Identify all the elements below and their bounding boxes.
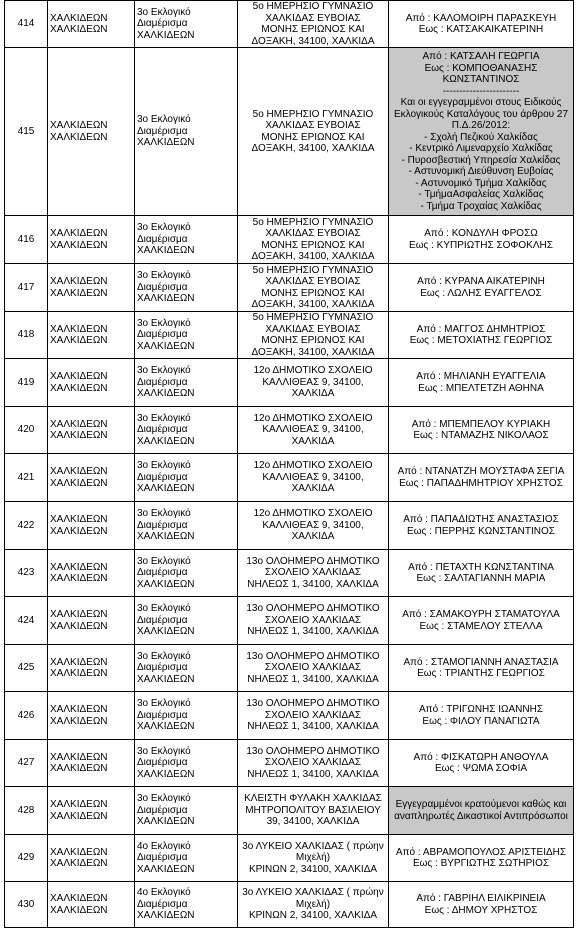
voter-range-cell	[389, 312, 574, 359]
district-cell	[135, 502, 238, 550]
municipality-cell-line: ΧΑΛΚΙΔΕΩΝ	[50, 609, 108, 620]
district-cell-line: ΧΑΛΚΙΔΕΩΝ	[137, 626, 195, 638]
municipality-cell	[48, 645, 135, 692]
table-row	[5, 550, 574, 597]
polling-location-cell-line: 13ο ΟΛΟΗΜΕΡΟ ΔΗΜΟΤΙΚΟ	[246, 603, 380, 615]
table-row	[5, 645, 574, 692]
district-cell-line: 3ο Εκλογικό	[137, 114, 191, 126]
district-cell-line: Διαμέρισμα	[137, 18, 188, 30]
polling-location-cell-line: ΚΑΛΛΙΘΕΑΣ 9, 34100,	[262, 519, 364, 531]
district-cell	[135, 264, 238, 312]
polling-location-cell-line: ΜΟΝΗΣ ΕΡΙΩΝΟΣ ΚΑΙ	[261, 239, 365, 251]
municipality-cell-line: ΧΑΛΚΙΔΕΩΝ	[50, 904, 108, 916]
voter-range-cell-line: Εως : ΤΡΙΑΝΤΗΣ ΓΕΩΡΓΙΟΣ	[417, 668, 545, 679]
polling-location-cell-line: 12ο ΔΗΜΟΤΙΚΟ ΣΧΟΛΕΙΟ	[253, 365, 373, 377]
voter-range-cell	[389, 597, 574, 645]
district-cell-line: 3ο Εκλογικό	[137, 555, 191, 567]
voter-range-cell-line: Εως : ΛΩΛΗΣ ΕΥΑΓΓΕΛΟΣ	[420, 287, 542, 299]
municipality-cell-line: ΧΑΛΚΙΔΕΩΝ	[50, 382, 108, 394]
polling-location-cell-line: ΚΑΛΛΙΘΕΑΣ 9, 34100,	[262, 471, 364, 483]
voter-range-cell	[389, 692, 574, 740]
voter-range-cell-line: Από : ΣΑΜΑΚΟΥΡΗ ΣΤΑΜΑΤΟΥΛΑ	[402, 609, 560, 620]
station-number: 420	[5, 407, 48, 454]
municipality-cell	[48, 882, 135, 928]
polling-location-cell-line: 5ο ΗΜΕΡΗΣΙΟ ΓΥΜΝΑΣΙΟ	[252, 312, 374, 323]
district-cell-line: Διαμέρισμα	[137, 471, 188, 483]
polling-location-cell-line: ΣΧΟΛΕΙΟ ΧΑΛΚΙΔΑΣ	[264, 662, 362, 674]
table-row	[5, 740, 574, 787]
voter-range-cell-line: Εως : ΨΩΜΑ ΣΟΦΙΑ	[434, 763, 528, 774]
polling-location-cell-line: 3ο ΛΥΚΕΙΟ ΧΑΛΚΙΔΑΣ ( πρώην	[242, 840, 384, 852]
voter-range-cell-line: Από : ΚΑΛΟΜΟΙΡΗ ΠΑΡΑΣΚΕΥΗ	[405, 12, 557, 24]
table-row	[5, 407, 574, 454]
polling-location-cell-line: 13ο ΟΛΟΗΜΕΡΟ ΔΗΜΟΤΙΚΟ	[246, 698, 380, 710]
district-cell-line: 3ο Εκλογικό	[137, 508, 191, 520]
station-number: 430	[5, 882, 48, 928]
polling-location-cell-line: ΧΑΛΚΙΔΑ	[291, 435, 335, 447]
district-cell-line: ΧΑΛΚΙΔΕΩΝ	[137, 768, 195, 780]
polling-location-cell-line: ΜΟΝΗΣ ΕΡΙΩΝΟΣ ΚΑΙ	[261, 287, 365, 299]
voter-range-cell	[389, 550, 574, 597]
municipality-cell	[48, 597, 135, 645]
voter-range-cell-line: Εκλογικούς Καταλόγους του άρθρου 27	[393, 108, 569, 120]
district-cell-line: Διαμέρισμα	[137, 424, 188, 436]
polling-location-cell-line: ΚΑΛΛΙΘΕΑΣ 9, 34100,	[262, 376, 364, 388]
voter-range-cell-line: Από : ΠΕΤΑΧΤΗ ΚΩΝΣΤΑΝΤΙΝΑ	[408, 561, 554, 573]
municipality-cell	[48, 692, 135, 740]
district-cell-line: ΧΑΛΚΙΔΕΩΝ	[137, 483, 195, 495]
polling-location-cell-line: 5ο ΗΜΕΡΗΣΙΟ ΓΥΜΝΑΣΙΟ	[252, 216, 374, 228]
voter-range-cell	[389, 454, 574, 502]
municipality-cell-line: ΧΑΛΚΙΔΕΩΝ	[50, 287, 108, 299]
voter-range-cell-line: Από : ΑΒΡΑΜΟΠΟΥΛΟΣ ΑΡΙΣΤΕΙΔΗΣ	[395, 846, 567, 858]
municipality-cell-line: ΧΑΛΚΙΔΕΩΝ	[50, 120, 108, 131]
table-row	[5, 882, 574, 928]
voter-range-cell-line: -----------------------	[442, 85, 520, 97]
polling-location-cell-line: ΜΗΤΡΟΠΟΛΙΤΟΥ ΒΑΣΙΛΕΙΟΥ	[245, 804, 381, 816]
voter-range-cell-line: Εως : ΜΠΕΛΤΕΤΖΗ ΑΘΗΝΑ	[418, 382, 544, 394]
polling-location-cell-line: 12ο ΔΗΜΟΤΙΚΟ ΣΧΟΛΕΙΟ	[253, 508, 373, 520]
municipality-cell-line: ΧΑΛΚΙΔΕΩΝ	[50, 715, 108, 727]
voter-range-cell-line: - ΤμήμαΑσφαλείας Χαλκίδας	[418, 189, 544, 200]
voter-range-cell-line: Από : ΦΙΣΚΑΤΩΡΗ ΑΝΘΟΥΛΑ	[413, 751, 549, 763]
district-cell-line: 3ο Εκλογικό	[137, 698, 191, 710]
table-row	[5, 48, 574, 216]
station-number: 428	[5, 787, 48, 835]
district-cell	[135, 645, 238, 692]
voter-range-cell-line: Από : ΤΡΙΓΩΝΗΣ ΙΩΑΝΝΗΣ	[419, 704, 543, 715]
station-number: 422	[5, 502, 48, 550]
voter-range-cell-line: Εως : ΣΑΛΤΑΓΙΑΝΝΗ ΜΑΡΙΑ	[416, 573, 546, 584]
polling-location-cell	[238, 740, 389, 787]
district-cell-line: ΧΑΛΚΙΔΕΩΝ	[137, 293, 195, 305]
municipality-cell-line: ΧΑΛΚΙΔΕΩΝ	[50, 704, 108, 715]
district-cell-line: ΧΑΛΚΙΔΕΩΝ	[137, 531, 195, 543]
polling-location-cell-line: ΧΑΛΚΙΔΑ	[291, 531, 335, 543]
district-cell-line: ΧΑΛΚΙΔΕΩΝ	[137, 578, 195, 590]
voter-range-cell	[389, 882, 574, 928]
municipality-cell	[48, 454, 135, 502]
voter-range-cell	[389, 740, 574, 787]
polling-location-cell-line: 3ο ΛΥΚΕΙΟ ΧΑΛΚΙΔΑΣ ( πρώην	[242, 887, 384, 899]
municipality-cell	[48, 216, 135, 264]
voter-range-cell-line: Από : ΝΤΑΝΑΤΖΗ ΜΟΥΣΤΑΦΑ ΣΕΓΙΑ	[397, 466, 565, 477]
municipality-cell-line: ΧΑΛΚΙΔΕΩΝ	[50, 751, 108, 763]
station-number: 415	[5, 48, 48, 216]
district-cell-line: 3ο Εκλογικό	[137, 222, 191, 234]
district-cell-line: Διαμέρισμα	[137, 125, 188, 137]
polling-location-cell-line: 5ο ΗΜΕΡΗΣΙΟ ΓΥΜΝΑΣΙΟ	[252, 108, 374, 120]
station-number: 424	[5, 597, 48, 645]
voter-range-cell	[389, 407, 574, 454]
table-row	[5, 264, 574, 312]
district-cell-line: 3ο Εκλογικό	[137, 365, 191, 377]
polling-location-cell-line: ΝΗΛΕΩΣ 1, 34100, ΧΑΛΚΙΔΑ	[247, 626, 379, 638]
station-number: 425	[5, 645, 48, 692]
polling-location-cell-line: ΝΗΛΕΩΣ 1, 34100, ΧΑΛΚΙΔΑ	[247, 768, 379, 780]
voter-range-cell	[389, 48, 574, 216]
station-number: 419	[5, 359, 48, 407]
municipality-cell-line: ΧΑΛΚΙΔΕΩΝ	[50, 656, 108, 668]
district-cell-line: Διαμέρισμα	[137, 329, 188, 341]
voter-range-cell-line: Από : ΚΟΝΔΥΛΗ ΦΡΟΣΩ	[424, 228, 538, 239]
voter-range-cell-line: Από : ΜΠΕΜΠΕΛΟΥ ΚΥΡΙΑΚΗ	[411, 418, 551, 430]
polling-location-cell-line: 13ο ΟΛΟΗΜΕΡΟ ΔΗΜΟΤΙΚΟ	[246, 650, 380, 662]
voter-range-cell-line: - Σχολή Πεζικού Χαλκίδας	[424, 131, 538, 143]
district-cell-line: Διαμέρισμα	[137, 519, 188, 531]
table-row	[5, 787, 574, 835]
municipality-cell	[48, 1, 135, 48]
district-cell-line: Διαμέρισμα	[137, 757, 188, 769]
district-cell-line: Διαμέρισμα	[137, 233, 188, 245]
district-cell	[135, 740, 238, 787]
district-cell-line: Διαμέρισμα	[137, 709, 188, 721]
voter-range-cell-line: Εως : ΠΕΡΡΗΣ ΚΩΝΣΤΑΝΤΙΝΟΣ	[407, 525, 555, 537]
municipality-cell-line: ΧΑΛΚΙΔΕΩΝ	[50, 810, 108, 822]
municipality-cell-line: ΧΑΛΚΙΔΕΩΝ	[50, 228, 108, 239]
district-cell	[135, 882, 238, 928]
district-cell-line: ΧΑΛΚΙΔΕΩΝ	[137, 816, 195, 828]
municipality-cell-line: ΧΑΛΚΙΔΕΩΝ	[50, 668, 108, 679]
district-cell-line: 3ο Εκλογικό	[137, 603, 191, 615]
district-cell-line: Διαμέρισμα	[137, 376, 188, 388]
municipality-cell-line: ΧΑΛΚΙΔΕΩΝ	[50, 24, 108, 35]
district-cell	[135, 692, 238, 740]
table-row	[5, 835, 574, 882]
municipality-cell-line: ΧΑΛΚΙΔΕΩΝ	[50, 846, 108, 858]
polling-location-cell	[238, 550, 389, 597]
polling-location-cell	[238, 407, 389, 454]
municipality-cell-line: ΧΑΛΚΙΔΕΩΝ	[50, 893, 108, 904]
voter-range-cell-line: αναπληρωτές Δικαστικοί Αντιπρόσωποι	[394, 810, 568, 822]
voter-range-cell-line: Εως : ΝΤΑΜΑΖΗΣ ΝΙΚΟΛΑΟΣ	[413, 430, 549, 441]
municipality-cell-line: ΧΑΛΚΙΔΕΩΝ	[50, 514, 108, 525]
district-cell	[135, 454, 238, 502]
municipality-cell-line: ΧΑΛΚΙΔΕΩΝ	[50, 477, 108, 489]
municipality-cell-line: ΧΑΛΚΙΔΕΩΝ	[50, 371, 108, 382]
voter-range-cell	[389, 264, 574, 312]
polling-location-cell-line: ΜΟΝΗΣ ΕΡΙΩΝΟΣ ΚΑΙ	[261, 335, 365, 346]
voter-range-cell-line: Από : ΠΑΠΑΔΙΩΤΗΣ ΑΝΑΣΤΑΣΙΟΣ	[403, 514, 559, 525]
district-cell-line: 4ο Εκλογικό	[137, 887, 191, 899]
voter-range-cell-line: Π.Δ.26/2012:	[451, 120, 511, 131]
polling-location-cell-line: Μιχελή)	[295, 898, 331, 910]
polling-location-cell	[238, 264, 389, 312]
district-cell-line: Διαμέρισμα	[137, 567, 188, 579]
district-cell	[135, 787, 238, 835]
district-cell-line: Διαμέρισμα	[137, 898, 188, 910]
polling-location-cell-line: ΔΟΞΑΚΗ, 34100, ΧΑΛΚΙΔΑ	[251, 299, 375, 310]
district-cell-line: 3ο Εκλογικό	[137, 650, 191, 662]
polling-location-cell-line: ΜΟΝΗΣ ΕΡΙΩΝΟΣ ΚΑΙ	[261, 24, 365, 35]
municipality-cell-line: ΧΑΛΚΙΔΕΩΝ	[50, 561, 108, 573]
station-number: 421	[5, 454, 48, 502]
polling-location-cell-line: ΝΗΛΕΩΣ 1, 34100, ΧΑΛΚΙΔΑ	[247, 673, 379, 685]
voter-range-cell-line: Από : ΚΑΤΣΑΛΗ ΓΕΩΡΓΙΑ	[422, 51, 540, 62]
district-cell-line: ΧΑΛΚΙΔΕΩΝ	[137, 245, 195, 257]
municipality-cell	[48, 740, 135, 787]
district-cell-line: ΧΑΛΚΙΔΕΩΝ	[137, 910, 195, 922]
polling-location-cell-line: ΚΑΛΛΙΘΕΑΣ 9, 34100,	[262, 424, 364, 436]
voter-range-cell	[389, 787, 574, 835]
district-cell-line: Διαμέρισμα	[137, 281, 188, 293]
polling-location-cell	[238, 216, 389, 264]
voter-range-cell	[389, 1, 574, 48]
polling-location-cell	[238, 597, 389, 645]
polling-location-cell	[238, 692, 389, 740]
station-number: 429	[5, 835, 48, 882]
district-cell-line: 3ο Εκλογικό	[137, 745, 191, 757]
voter-range-cell	[389, 216, 574, 264]
polling-location-cell-line: ΣΧΟΛΕΙΟ ΧΑΛΚΙΔΑΣ	[264, 757, 362, 769]
voter-range-cell-line: - Τμήμα Τροχαίας Χαλκίδας	[420, 200, 542, 212]
municipality-cell-line: ΧΑΛΚΙΔΕΩΝ	[50, 430, 108, 441]
table-row	[5, 502, 574, 550]
table-body	[5, 1, 574, 928]
polling-location-cell	[238, 454, 389, 502]
municipality-cell	[48, 359, 135, 407]
polling-location-cell	[238, 359, 389, 407]
table-row	[5, 359, 574, 407]
voter-range-cell-line: - Αστυνομικό Τμήμα Χαλκίδας	[415, 177, 547, 189]
district-cell-line: 3ο Εκλογικό	[137, 460, 191, 472]
voter-range-cell-line: Εως : ΒΥΡΓΙΩΤΗΣ ΣΩΤΗΡΙΟΣ	[412, 858, 550, 869]
voter-range-cell-line: ΚΩΝΣΤΑΝΤΙΝΟΣ	[442, 74, 520, 85]
polling-location-cell	[238, 312, 389, 359]
station-number: 414	[5, 1, 48, 48]
polling-stations-table	[4, 0, 574, 928]
voter-range-cell-line: Εως : ΚΥΠΡΙΩΤΗΣ ΣΟΦΟΚΛΗΣ	[409, 239, 553, 251]
voter-range-cell-line: Εγγεγραμμένοι κρατούμενοι καθώς και	[395, 799, 567, 810]
district-cell-line: 3ο Εκλογικό	[137, 412, 191, 424]
voter-range-cell-line: - Αστυνομική Διεύθυνση Ευβοίας	[408, 166, 554, 177]
table-row	[5, 692, 574, 740]
polling-location-cell	[238, 787, 389, 835]
district-cell	[135, 312, 238, 359]
district-cell-line: Διαμέρισμα	[137, 804, 188, 816]
polling-location-cell-line: ΜΟΝΗΣ ΕΡΙΩΝΟΣ ΚΑΙ	[261, 131, 365, 143]
polling-location-cell-line: ΝΗΛΕΩΣ 1, 34100, ΧΑΛΚΙΔΑ	[247, 578, 379, 590]
polling-location-cell-line: 13ο ΟΛΟΗΜΕΡΟ ΔΗΜΟΤΙΚΟ	[246, 745, 380, 757]
municipality-cell-line: ΧΑΛΚΙΔΕΩΝ	[50, 239, 108, 251]
polling-location-cell-line: 39, 34100, ΧΑΛΚΙΔΑ	[266, 816, 360, 828]
polling-location-cell-line: ΧΑΛΚΙΔΑΣ ΕΥΒΟΙΑΣ	[265, 323, 361, 335]
polling-location-cell-line: 5ο ΗΜΕΡΗΣΙΟ ΓΥΜΝΑΣΙΟ	[252, 1, 374, 12]
municipality-cell-line: ΧΑΛΚΙΔΕΩΝ	[50, 525, 108, 537]
voter-range-cell-line: Και οι εγγεγραμμένοι στους Ειδικούς	[400, 97, 562, 108]
district-cell	[135, 216, 238, 264]
polling-location-cell-line: ΔΟΞΑΚΗ, 34100, ΧΑΛΚΙΔΑ	[251, 35, 375, 47]
district-cell-line: Διαμέρισμα	[137, 852, 188, 864]
municipality-cell	[48, 312, 135, 359]
station-number: 416	[5, 216, 48, 264]
district-cell	[135, 835, 238, 882]
municipality-cell-line: ΧΑΛΚΙΔΕΩΝ	[50, 763, 108, 774]
district-cell	[135, 48, 238, 216]
municipality-cell	[48, 264, 135, 312]
district-cell-line: ΧΑΛΚΙΔΕΩΝ	[137, 673, 195, 685]
voter-range-cell-line: Εως : ΚΟΜΠΟΘΑΝΑΣΗΣ	[424, 62, 538, 74]
table-row	[5, 1, 574, 48]
polling-location-cell-line: ΣΧΟΛΕΙΟ ΧΑΛΚΙΔΑΣ	[264, 709, 362, 721]
polling-location-cell	[238, 48, 389, 216]
district-cell	[135, 550, 238, 597]
district-cell-line: ΧΑΛΚΙΔΕΩΝ	[137, 863, 195, 875]
table-row	[5, 597, 574, 645]
municipality-cell-line: ΧΑΛΚΙΔΕΩΝ	[50, 335, 108, 346]
voter-range-cell-line: Από : ΚΥΡΑΝΑ ΑΙΚΑΤΕΡΙΝΗ	[417, 276, 545, 287]
municipality-cell	[48, 407, 135, 454]
district-cell-line: 3ο Εκλογικό	[137, 270, 191, 282]
municipality-cell	[48, 550, 135, 597]
voter-range-cell	[389, 835, 574, 882]
municipality-cell-line: ΧΑΛΚΙΔΕΩΝ	[50, 131, 108, 143]
municipality-cell	[48, 835, 135, 882]
polling-location-cell-line: ΧΑΛΚΙΔΑΣ ΕΥΒΟΙΑΣ	[265, 12, 361, 24]
municipality-cell	[48, 787, 135, 835]
district-cell	[135, 597, 238, 645]
voter-range-cell-line: Εως : ΣΤΑΜΕΛΟΥ ΣΤΕΛΛΑ	[419, 620, 543, 632]
station-number: 427	[5, 740, 48, 787]
polling-location-cell-line: ΔΟΞΑΚΗ, 34100, ΧΑΛΚΙΔΑ	[251, 346, 375, 358]
voter-range-cell-line: Από : ΜΗΛΙΑΝΗ ΕΥΑΓΓΕΛΙΑ	[416, 371, 546, 382]
polling-location-cell-line: ΧΑΛΚΙΔΑ	[291, 483, 335, 495]
station-number: 426	[5, 692, 48, 740]
polling-location-cell-line: ΚΛΕΙΣΤΗ ΦΥΛΑΚΗ ΧΑΛΚΙΔΑΣ	[244, 793, 382, 805]
municipality-cell-line: ΧΑΛΚΙΔΕΩΝ	[50, 466, 108, 477]
voter-range-cell-line: Από : ΜΑΓΓΟΣ ΔΗΜΗΤΡΙΟΣ	[416, 323, 546, 335]
municipality-cell-line: ΧΑΛΚΙΔΕΩΝ	[50, 858, 108, 869]
municipality-cell-line: ΧΑΛΚΙΔΕΩΝ	[50, 620, 108, 632]
polling-location-cell-line: ΧΑΛΚΙΔΑ	[291, 388, 335, 400]
polling-location-cell	[238, 835, 389, 882]
voter-range-cell-line: - Πυροσβεστική Υπηρεσία Χαλκίδας	[401, 154, 561, 166]
district-cell	[135, 359, 238, 407]
district-cell-line: ΧΑΛΚΙΔΕΩΝ	[137, 435, 195, 447]
polling-location-cell	[238, 502, 389, 550]
polling-location-cell-line: 13ο ΟΛΟΗΜΕΡΟ ΔΗΜΟΤΙΚΟ	[246, 555, 380, 567]
polling-location-cell-line: Μιχελή)	[295, 852, 331, 864]
voter-range-cell	[389, 359, 574, 407]
voter-range-cell-line: Από : ΓΑΒΡΙΗΛ ΕΙΛΙΚΡΙΝΕΙΑ	[416, 893, 546, 904]
voter-range-cell-line: Από : ΣΤΑΜΟΓΙΑΝΝΗ ΑΝΑΣΤΑΣΙΑ	[403, 656, 559, 668]
district-cell-line: 3ο Εκλογικό	[137, 6, 191, 18]
table-row	[5, 454, 574, 502]
polling-location-cell-line: ΔΟΞΑΚΗ, 34100, ΧΑΛΚΙΔΑ	[251, 251, 375, 262]
polling-location-cell	[238, 645, 389, 692]
district-cell-line: Διαμέρισμα	[137, 662, 188, 674]
polling-location-cell	[238, 882, 389, 928]
district-cell-line: ΧΑΛΚΙΔΕΩΝ	[137, 721, 195, 733]
polling-location-cell-line: 12ο ΔΗΜΟΤΙΚΟ ΣΧΟΛΕΙΟ	[253, 460, 373, 472]
polling-location-cell-line: ΣΧΟΛΕΙΟ ΧΑΛΚΙΔΑΣ	[264, 567, 362, 579]
municipality-cell-line: ΧΑΛΚΙΔΕΩΝ	[50, 799, 108, 810]
district-cell-line: ΧΑΛΚΙΔΕΩΝ	[137, 388, 195, 400]
polling-location-cell-line: ΝΗΛΕΩΣ 1, 34100, ΧΑΛΚΙΔΑ	[247, 721, 379, 733]
table-row	[5, 312, 574, 359]
voter-range-cell-line: Εως : ΠΑΠΑΔΗΜΗΤΡΙΟΥ ΧΡΗΣΤΟΣ	[399, 477, 563, 489]
polling-location-cell-line: ΣΧΟΛΕΙΟ ΧΑΛΚΙΔΑΣ	[264, 614, 362, 626]
voter-range-cell-line: Εως : ΚΑΤΣΑΚΑΙΚΑΤΕΡΙΝΗ	[418, 24, 544, 35]
voter-range-cell	[389, 502, 574, 550]
municipality-cell-line: ΧΑΛΚΙΔΕΩΝ	[50, 573, 108, 584]
station-number: 423	[5, 550, 48, 597]
polling-location-cell-line: 12ο ΔΗΜΟΤΙΚΟ ΣΧΟΛΕΙΟ	[253, 412, 373, 424]
district-cell	[135, 1, 238, 48]
municipality-cell-line: ΧΑΛΚΙΔΕΩΝ	[50, 12, 108, 24]
table-row	[5, 216, 574, 264]
district-cell-line: 3ο Εκλογικό	[137, 793, 191, 805]
polling-location-cell-line: ΚΡΙΝΩΝ 2, 34100, ΧΑΛΚΙΔΑ	[248, 910, 378, 922]
polling-location-cell-line: ΧΑΛΚΙΔΑΣ ΕΥΒΟΙΑΣ	[265, 228, 361, 239]
polling-location-cell-line: ΧΑΛΚΙΔΑΣ ΕΥΒΟΙΑΣ	[265, 120, 361, 131]
municipality-cell	[48, 502, 135, 550]
district-cell-line: Διαμέρισμα	[137, 614, 188, 626]
voter-range-cell	[389, 645, 574, 692]
voter-range-cell-line: Εως : ΜΕΤΟΧΙΑΤΗΣ ΓΕΩΡΓΙΟΣ	[409, 335, 553, 346]
municipality-cell-line: ΧΑΛΚΙΔΕΩΝ	[50, 418, 108, 430]
district-cell-line: ΧΑΛΚΙΔΕΩΝ	[137, 340, 195, 352]
district-cell	[135, 407, 238, 454]
polling-location-cell-line: ΔΟΞΑΚΗ, 34100, ΧΑΛΚΙΔΑ	[251, 143, 375, 154]
district-cell-line: ΧΑΛΚΙΔΕΩΝ	[137, 137, 195, 149]
voter-range-cell-line: Εως : ΔΗΜΟΥ ΧΡΗΣΤΟΣ	[424, 904, 538, 916]
municipality-cell	[48, 48, 135, 216]
district-cell-line: ΧΑΛΚΙΔΕΩΝ	[137, 29, 195, 41]
polling-location-cell-line: ΧΑΛΚΙΔΑΣ ΕΥΒΟΙΑΣ	[265, 276, 361, 287]
station-number: 418	[5, 312, 48, 359]
polling-location-cell	[238, 1, 389, 48]
polling-location-cell-line: ΚΡΙΝΩΝ 2, 34100, ΧΑΛΚΙΔΑ	[248, 863, 378, 875]
station-number: 417	[5, 264, 48, 312]
voter-range-cell-line: - Κεντρικό Λιμεναρχείο Χαλκίδας	[409, 143, 553, 154]
district-cell-line: 3ο Εκλογικό	[137, 317, 191, 329]
voter-range-cell-line: Εως : ΦΙΛΟΥ ΠΑΝΑΓΙΩΤΑ	[422, 715, 540, 727]
district-cell-line: 4ο Εκλογικό	[137, 840, 191, 852]
polling-location-cell-line: 5ο ΗΜΕΡΗΣΙΟ ΓΥΜΝΑΣΙΟ	[252, 264, 374, 276]
municipality-cell-line: ΧΑΛΚΙΔΕΩΝ	[50, 276, 108, 287]
municipality-cell-line: ΧΑΛΚΙΔΕΩΝ	[50, 323, 108, 335]
